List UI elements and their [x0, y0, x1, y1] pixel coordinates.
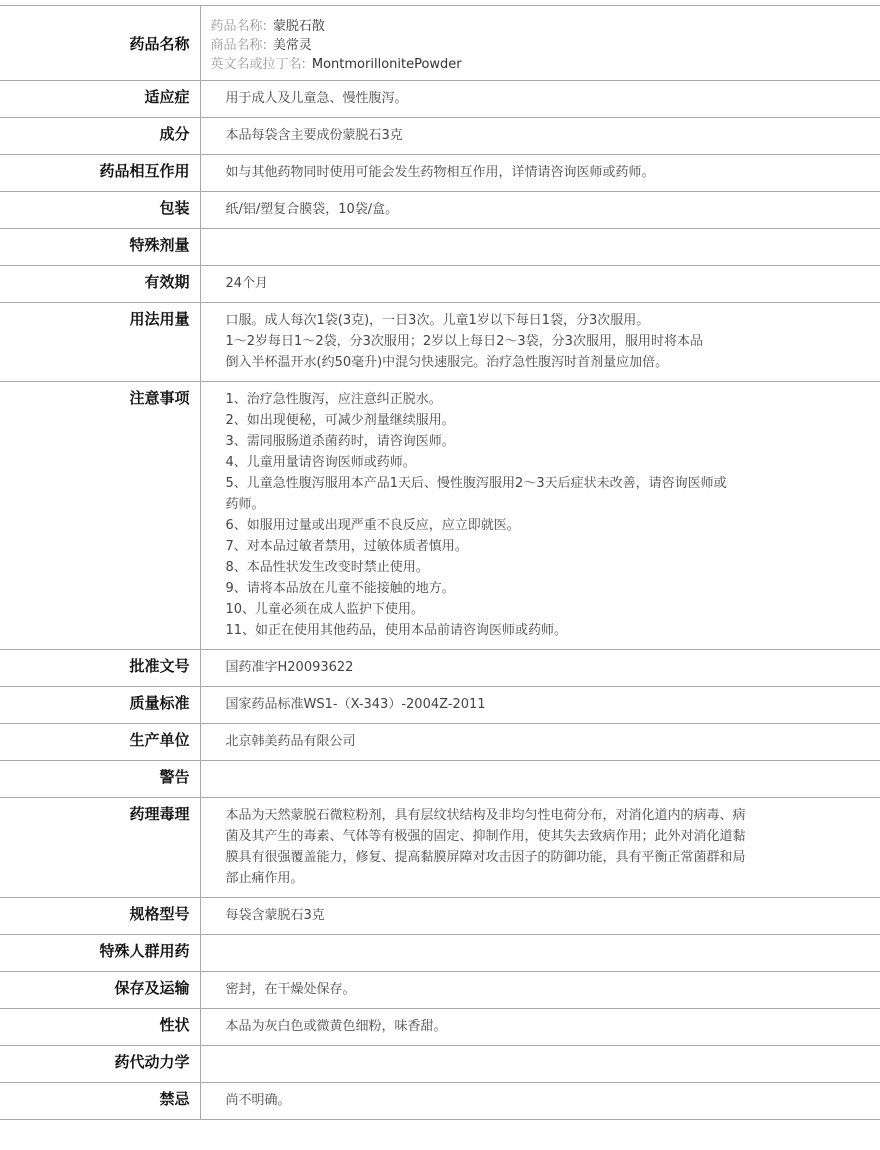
- row-value: 本品每袋含主要成份蒙脱石3克: [200, 118, 880, 155]
- row-value: [200, 303, 880, 382]
- row-value: 每袋含蒙脱石3克: [200, 898, 880, 935]
- row-label: 批准文号: [0, 650, 200, 687]
- row-usage: [0, 303, 880, 382]
- row-value: 国药准字H20093622: [200, 650, 880, 687]
- text-line: 8、本品性状发生改变时禁止使用。: [225, 560, 429, 575]
- row-value: [200, 6, 880, 81]
- row-label: 药品名称: [0, 6, 200, 81]
- row-precautions: [0, 382, 880, 650]
- row-warning: [0, 761, 880, 798]
- row-label: 有效期: [0, 266, 200, 303]
- text-line: 2、如出现便秘，可减少剂量继续服用。: [225, 413, 455, 428]
- row-label: 规格型号: [0, 898, 200, 935]
- row-label: 用法用量: [0, 303, 200, 382]
- latin-name-line: [211, 55, 871, 74]
- row-label: 保存及运输: [0, 972, 200, 1009]
- text-line: 本品为天然蒙脱石微粒粉剂，具有层纹状结构及非均匀性电荷分布，对消化道内的病毒、病: [225, 808, 746, 823]
- row-quality-standard: [0, 687, 880, 724]
- text-line: 倒入半杯温开水(约50毫升)中混匀快速服完。治疗急性腹泻时首剂量应加倍。: [225, 355, 669, 370]
- row-value: 北京韩美药品有限公司: [200, 724, 880, 761]
- brand-name-value: 美常灵: [272, 38, 312, 53]
- row-approval-number: [0, 650, 880, 687]
- generic-name-value: 蒙脱石散: [272, 19, 325, 34]
- row-pharmacology: [0, 798, 880, 898]
- row-value: 尚不明确。: [200, 1083, 880, 1120]
- generic-name-line: [211, 17, 871, 36]
- row-appearance: [0, 1009, 880, 1046]
- empty-value: [226, 236, 801, 257]
- text-line: 1、治疗急性腹泻，应注意纠正脱水。: [225, 392, 442, 407]
- text-line: 7、对本品过敏者禁用，过敏体质者慎用。: [225, 539, 468, 554]
- brand-name-line: [211, 36, 871, 55]
- row-label: 警告: [0, 761, 200, 798]
- row-value: [200, 761, 880, 798]
- row-value: [200, 935, 880, 972]
- row-label: 特殊剂量: [0, 229, 200, 266]
- latin-name-value: MontmorillonitePowder: [311, 57, 462, 72]
- text-line: 1～2岁每日1～2袋，分3次服用；2岁以上每日2～3袋，分3次服用，服用时将本品: [225, 334, 703, 349]
- row-value: 24个月: [200, 266, 880, 303]
- row-label: 成分: [0, 118, 200, 155]
- row-label: 生产单位: [0, 724, 200, 761]
- row-value: 密封，在干燥处保存。: [200, 972, 880, 1009]
- text-line: 5、儿童急性腹泻服用本产品1天后、慢性腹泻服用2～3天后症状未改善，请咨询医师或: [225, 476, 727, 491]
- row-label: 包装: [0, 192, 200, 229]
- text-line: 6、如服用过量或出现严重不良反应，应立即就医。: [225, 518, 520, 533]
- row-label: 特殊人群用药: [0, 935, 200, 972]
- drug-spec-table: [0, 5, 880, 1120]
- brand-name-key: 商品名称:: [210, 38, 267, 53]
- text-line: 11、如正在使用其他药品，使用本品前请咨询医师或药师。: [225, 623, 568, 638]
- row-indication: [0, 81, 880, 118]
- text-line: 4、儿童用量请咨询医师或药师。: [225, 455, 416, 470]
- generic-name-key: 药品名称:: [210, 19, 267, 34]
- text-line: 3、需同服肠道杀菌药时，请咨询医师。: [225, 434, 455, 449]
- row-value: 用于成人及儿童急、慢性腹泻。: [200, 81, 880, 118]
- row-shelf-life: [0, 266, 880, 303]
- row-ingredients: [0, 118, 880, 155]
- row-value: 国家药品标准WS1-（X-343）-2004Z-2011: [200, 687, 880, 724]
- row-drug-name: [0, 6, 880, 81]
- row-label: 注意事项: [0, 382, 200, 650]
- text-line: 9、请将本品放在儿童不能接触的地方。: [225, 581, 455, 596]
- empty-value: [226, 942, 801, 963]
- row-value: [200, 798, 880, 898]
- row-value: [200, 1046, 880, 1083]
- row-label: 适应症: [0, 81, 200, 118]
- row-label: 药理毒理: [0, 798, 200, 898]
- text-line: 膜具有很强覆盖能力，修复、提高黏膜屏障对攻击因子的防御功能，具有平衡正常菌群和局: [225, 850, 746, 865]
- row-special-dosage: [0, 229, 880, 266]
- row-value: 纸/铝/塑复合膜袋，10袋/盒。: [200, 192, 880, 229]
- text-line: 口服。成人每次1袋(3克)，一日3次。儿童1岁以下每日1袋，分3次服用。: [225, 313, 650, 328]
- row-value: 本品为灰白色或微黄色细粉，味香甜。: [200, 1009, 880, 1046]
- row-value: 如与其他药物同时使用可能会发生药物相互作用，详情请咨询医师或药师。: [200, 155, 880, 192]
- row-specification: [0, 898, 880, 935]
- latin-name-key: 英文名或拉丁名:: [210, 57, 306, 72]
- row-label: 质量标准: [0, 687, 200, 724]
- text-line: 部止痛作用。: [225, 871, 304, 886]
- row-label: 性状: [0, 1009, 200, 1046]
- row-label: 药代动力学: [0, 1046, 200, 1083]
- drug-spec-sheet: [0, 5, 880, 1120]
- row-interactions: [0, 155, 880, 192]
- text-line: 菌及其产生的毒素、气体等有极强的固定、抑制作用，使其失去致病作用；此外对消化道黏: [225, 829, 746, 844]
- text-line: 10、儿童必须在成人监护下使用。: [225, 602, 425, 617]
- row-pharmacokinetics: [0, 1046, 880, 1083]
- row-manufacturer: [0, 724, 880, 761]
- row-contraindications: [0, 1083, 880, 1120]
- row-value: [200, 382, 880, 650]
- row-package: [0, 192, 880, 229]
- empty-value: [226, 768, 801, 789]
- row-storage: [0, 972, 880, 1009]
- row-label: 药品相互作用: [0, 155, 200, 192]
- row-special-population: [0, 935, 880, 972]
- row-label: 禁忌: [0, 1083, 200, 1120]
- empty-value: [226, 1053, 801, 1074]
- row-value: [200, 229, 880, 266]
- text-line: 药师。: [225, 497, 265, 512]
